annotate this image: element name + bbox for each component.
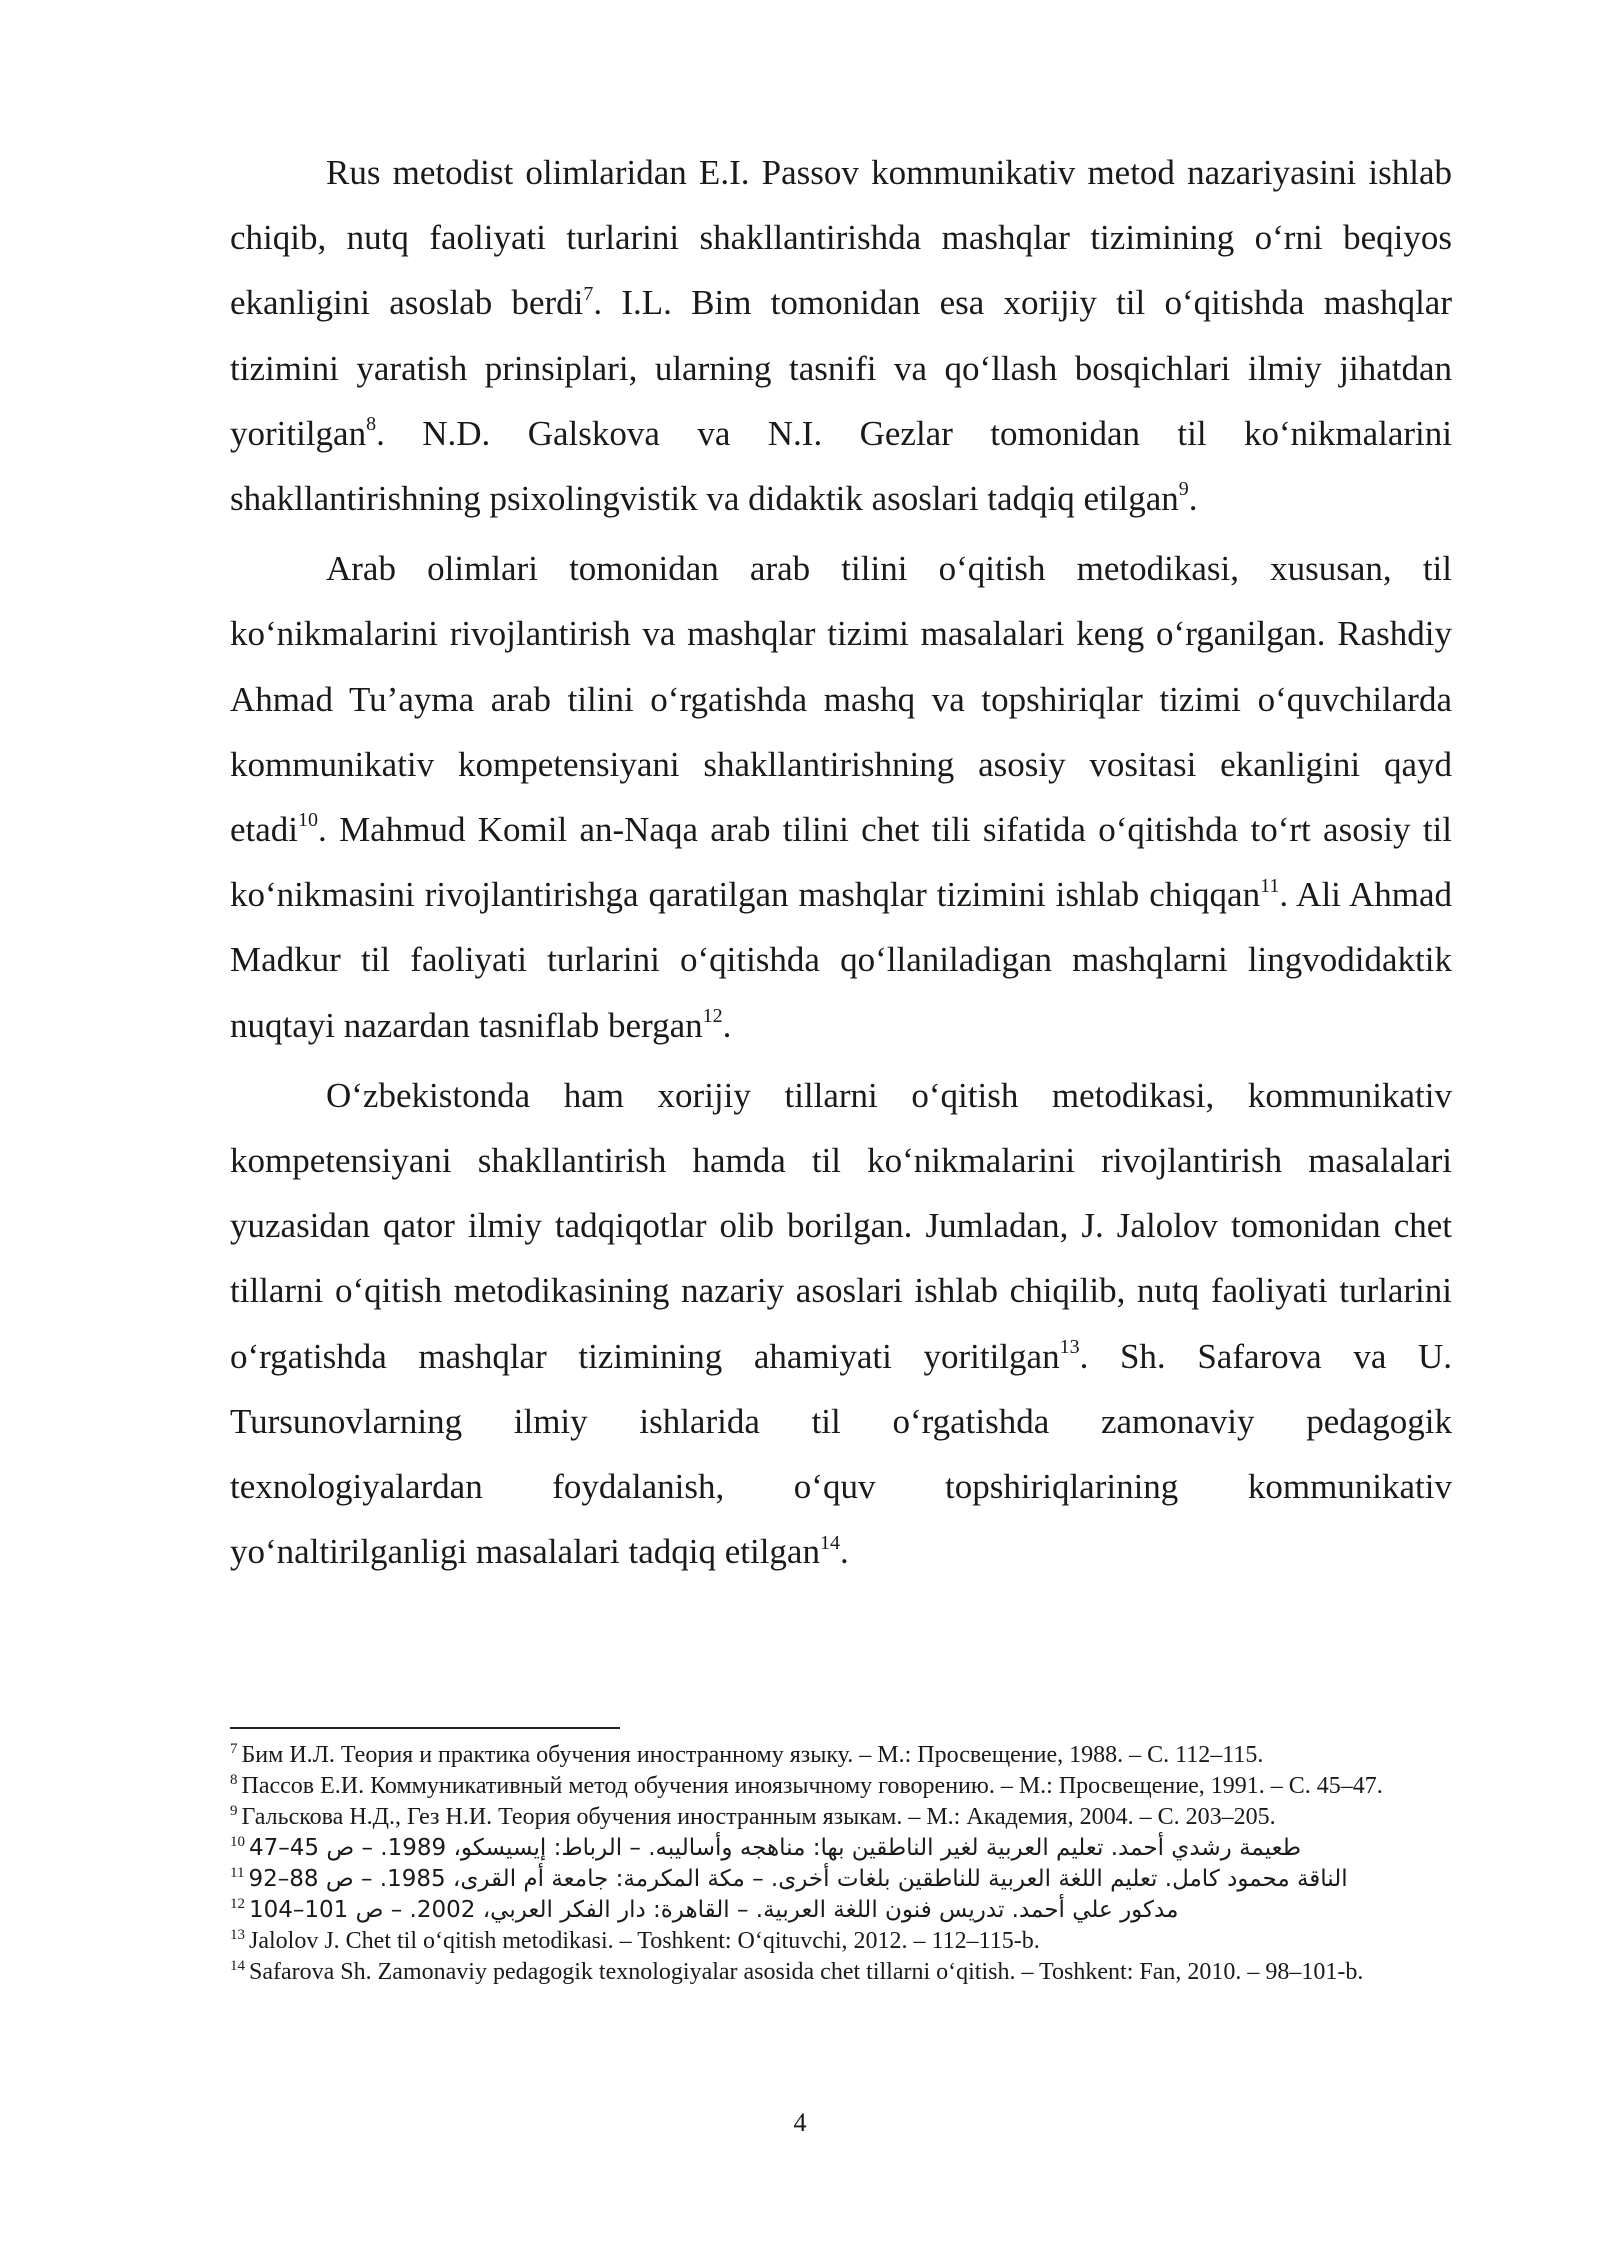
footnote-text: Jalolov J. Chet til oʻqitish metodikasi. – Toshkent: Oʻqituvchi, 2012. – 112–115-b.: [249, 1928, 1040, 1954]
footnote-number: 14: [230, 1958, 245, 1974]
footnote: [230, 1926, 1490, 1957]
paragraph-text: Rus metodist olimlaridan E.I. Passov kommunikativ metod nazariyasini ishlab chiqib, nutq faoliyati turlarini shakllantirishda mashqlar tizimining oʻrni beqiyos ekanligini asoslab berdi: [230, 153, 1452, 323]
footnote-reference[interactable]: 12: [702, 1004, 723, 1027]
footnote-number: 7: [230, 1741, 238, 1757]
footnote-text: Гальскова Н.Д., Гез Н.И. Теория обучения иностранным языкам. – М.: Академия, 2004. – С. 203–205.: [241, 1804, 1276, 1830]
paragraph-text: .: [722, 1005, 732, 1045]
footnote-number: 8: [230, 1772, 238, 1788]
footnote: [230, 1771, 1490, 1802]
paragraph-text: . Sh. Safarova va U. Tursunovlarning ilmiy ishlarida til oʻrgatishda zamonaviy pedagogik texnologiyalardan foydalanish, oʻquv topshiriqlarining kommunikativ yoʻnaltirilganligi masalalari tadqiq etilgan: [230, 1336, 1453, 1572]
paragraph: [230, 536, 1452, 1058]
footnote-text: الناقة محمود كامل. تعليم اللغة العربية للناطقين بلغات أخرى. – مكة المكرمة: جامعة أم القرى، 1985. – ص 88–92: [248, 1866, 1348, 1892]
footnote: [230, 1802, 1490, 1833]
paragraph-text: .: [839, 1532, 849, 1572]
footnotes: [230, 1740, 1490, 1988]
footnote-reference[interactable]: 14: [819, 1531, 840, 1554]
footnote-text: طعيمة رشدي أحمد. تعليم العربية لغير الناطقين بها: مناهجه وأساليبه. – الرباط: إيسيسكو، 1989. – ص 45–47: [249, 1835, 1302, 1861]
footnote-text: Пассов Е.И. Коммуникативный метод обучения иноязычному говорению. – М.: Просвещение, 1991. – С. 45–47.: [241, 1773, 1383, 1799]
footnote-separator: [230, 1727, 620, 1729]
footnote-reference[interactable]: 13: [1059, 1336, 1080, 1358]
paragraph-text: . N.D. Galskova va N.I. Gezlar tomonidan til koʻnikmalarini shakllantirishning psixolingvistik va didaktik asoslari tadqiq etilgan: [230, 413, 1452, 519]
footnote-reference[interactable]: 11: [1260, 874, 1280, 897]
footnote: [230, 1740, 1490, 1771]
paragraph-text: Arab olimlari tomonidan arab tilini oʻqitish metodikasi, xususan, til koʻnikmalarini rivojlantirish va mashqlar tizimi masalalari keng oʻrganilgan. Rashdiy Ahmad Tu’ayma arab tilini oʻrgatishda mashq va topshiriqlar tizimi oʻquvchilarda kommunikativ kompetensiyani shakllantirishning asosiy vositasi ekanligini qayd etadi: [230, 549, 1452, 850]
paragraph: [230, 140, 1452, 531]
footnote: [230, 1957, 1490, 1988]
footnote-reference[interactable]: 8: [366, 413, 377, 436]
footnote-reference[interactable]: 10: [298, 809, 319, 832]
paragraph: [230, 1063, 1452, 1585]
footnote: [230, 1895, 1490, 1926]
footnote-number: 13: [230, 1927, 245, 1943]
page-number: 4: [793, 2108, 807, 2137]
paragraph-text: .: [1188, 479, 1198, 519]
footnote-number: 12: [230, 1896, 245, 1912]
footnote-text: مدكور علي أحمد. تدريس فنون اللغة العربية. – القاهرة: دار الفكر العربي، 2002. – ص 101–104: [249, 1897, 1179, 1923]
paragraph-text: . Ali Ahmad Madkur til faoliyati turlarini oʻqitishda qoʻllaniladigan mashqlarni lingvodidaktik nuqtayi nazardan tasniflab bergan: [230, 875, 1452, 1045]
footnote-reference[interactable]: 9: [1178, 478, 1189, 501]
footnote-text: Safarova Sh. Zamonaviy pedagogik texnologiyalar asosida chet tillarni oʻqitish. – Toshkent: Fan, 2010. – 98–101-b.: [249, 1959, 1364, 1985]
paragraph-text: . I.L. Bim tomonidan esa xorijiy til oʻqitishda mashqlar tizimini yaratish prinsiplari, ularning tasnifi va qoʻllash bosqichlari ilmiy jihatdan yoritilgan: [230, 283, 1452, 453]
body-text: [230, 140, 1452, 1589]
footnote-reference[interactable]: 7: [583, 282, 594, 305]
paragraph-text: . Mahmud Komil an-Naqa arab tilini chet tili sifatida oʻqitishda toʻrt asosiy til koʻnikmasini rivojlantirishga qaratilgan mashqlar tizimini ishlab chiqqan: [230, 810, 1452, 915]
footnote: [230, 1833, 1490, 1864]
paragraph-text: Oʻzbekistonda ham xorijiy tillarni oʻqitish metodikasi, kommunikativ kompetensiyani shakllantirish hamda til koʻnikmalarini rivojlantirish masalalari yuzasidan qator ilmiy tadqiqotlar olib borilgan. Jumladan, J. Jalolov tomonidan chet tillarni oʻqitish metodikasining nazariy asoslari ishlab chiqilib, nutq faoliyati turlarini oʻrgatishda mashqlar tizimining ahamiyati yoritilgan: [230, 1075, 1452, 1376]
footnote-number: 10: [230, 1834, 245, 1850]
footnote: [230, 1864, 1490, 1895]
footnote-number: 11: [230, 1865, 245, 1881]
footnote-number: 9: [230, 1803, 238, 1819]
footnote-text: Бим И.Л. Теория и практика обучения иностранному языку. – М.: Просвещение, 1988. – С. 112–115.: [241, 1742, 1264, 1768]
